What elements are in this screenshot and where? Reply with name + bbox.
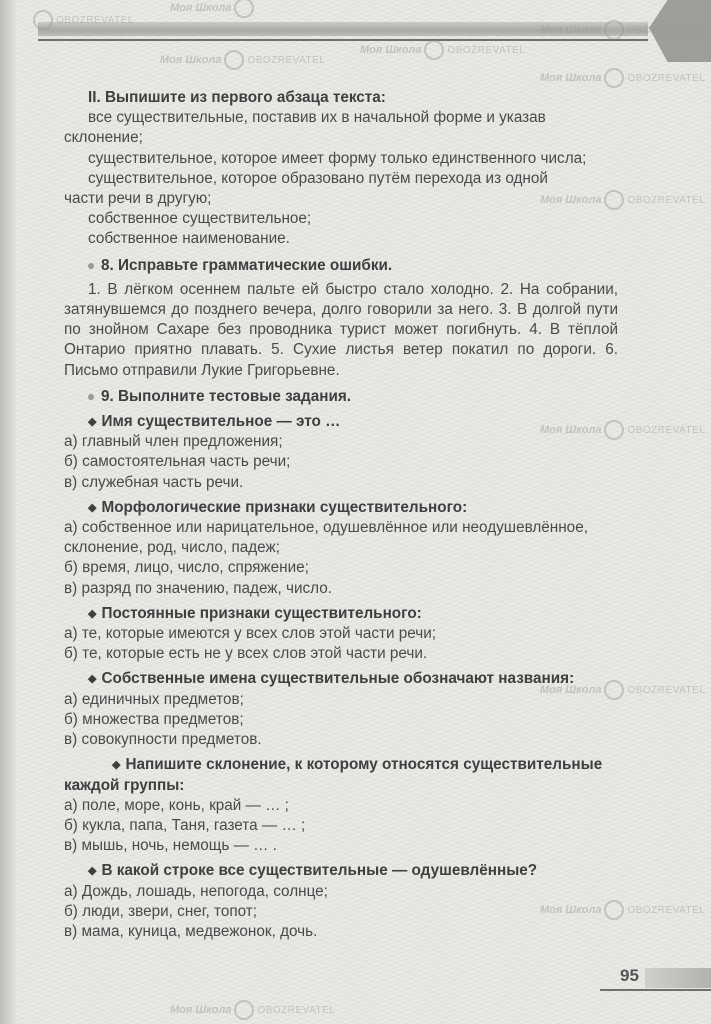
footer-tab — [645, 968, 711, 988]
page-number: 95 — [620, 966, 639, 985]
watermark: Моя Школа OBOZREVATEL — [540, 680, 705, 700]
footer-rule — [600, 989, 711, 991]
test-question-1 — [64, 412, 618, 493]
watermark: OBOZREVATEL — [30, 10, 134, 30]
watermark: Моя Школа OBOZREVATEL — [160, 50, 325, 70]
watermark-logo-icon — [234, 0, 254, 18]
watermark: Моя Школа OBOZREVATEL — [360, 40, 525, 60]
question-text: ◆ Морфологические признаки существительного: — [88, 498, 618, 518]
page-content — [64, 88, 618, 942]
watermark: Моя Школа OBOZREVATEL — [170, 1000, 335, 1020]
watermark: Моя Школа OBOZREVATEL — [540, 68, 705, 88]
task-11-line: собственное наименование. — [88, 230, 290, 248]
page-binding-edge — [0, 0, 16, 1024]
task-11-line: все существительные, поставив их в начальной форме и указав — [88, 109, 546, 127]
question-text: ◆ В какой строке все существительные — одушевлённые? — [88, 861, 618, 881]
task-8-text: 1. В лёгком осеннем пальте ей быстро стало холодно. 2. На собрании, затянувшемся до позднего вечера, долго говорили за него. 3. В долгой пути по знойном Сахаре без проводника турист может погибнуть. 4. В тёплой Онтарио приятно плавать. 5. Сухие листья ветер покатил по дороги. 6. Письмо отправили Лукие Григорьевне. — [64, 280, 618, 379]
watermark-logo-icon — [234, 1000, 254, 1020]
answer-option: б) самостоятельная часть речи; — [64, 453, 291, 471]
answer-option: а) те, которые имеются у всех слов этой части речи; — [64, 625, 437, 643]
task-11-line: собственное существительное; — [88, 210, 312, 228]
answer-option: в) разряд по значению, падеж, число. — [64, 579, 333, 597]
diamond-bullet-icon: ◆ — [112, 759, 121, 772]
question-text: ◆ Постоянные признаки существительного: — [88, 604, 618, 624]
diamond-bullet-icon: ◆ — [88, 673, 97, 686]
watermark: Моя Школа OBOZREVATEL — [540, 190, 705, 210]
task-9-heading: 9. Выполните тестовые задания. — [88, 387, 618, 407]
task-11 — [64, 88, 618, 250]
answer-option: б) множества предметов; — [64, 710, 244, 728]
task-11-line: склонение; — [64, 129, 143, 147]
test-question-3 — [64, 604, 618, 665]
answer-option: б) время, лицо, число, спряжение; — [64, 559, 309, 577]
watermark: Моя Школа OBOZREVATEL — [540, 20, 705, 40]
answer-option: а) собственное или нарицательное, одушевлённое или неодушевлённое, склонение, род, число, падеж; — [64, 519, 588, 557]
task-11-line: существительное, которое имеет форму только единственного числа; — [88, 149, 587, 167]
task-11-line: части речи в другую; — [64, 190, 212, 208]
answer-option: а) единичных предметов; — [64, 690, 244, 708]
diamond-bullet-icon: ◆ — [88, 607, 97, 620]
answer-option: б) кукла, папа, Таня, газета — … ; — [64, 816, 306, 834]
watermark: Моя Школа OBOZREVATEL — [540, 900, 705, 920]
answer-option: в) служебная часть речи. — [64, 473, 244, 491]
task-8 — [64, 256, 618, 381]
question-text: ◆ Имя существительное — это … — [88, 412, 618, 432]
watermark-logo-icon — [604, 20, 624, 40]
answer-option: а) главный член предложения; — [64, 433, 283, 451]
diamond-bullet-icon: ◆ — [88, 501, 97, 514]
test-question-2 — [64, 498, 618, 599]
watermark-logo-icon — [424, 40, 444, 60]
watermark: Моя Школа OBOZREVATEL — [540, 420, 705, 440]
task-11-heading: II. Выпишите из первого абзаца текста: — [88, 89, 386, 106]
watermark-logo-icon — [33, 10, 53, 30]
watermark-logo-icon — [604, 68, 624, 88]
diamond-bullet-icon: ◆ — [88, 865, 97, 878]
task-11-line: существительное, которое образовано путём перехода из одной — [88, 169, 548, 187]
answer-option: а) поле, море, конь, край — … ; — [64, 796, 289, 814]
answer-option: а) Дождь, лошадь, непогода, солнце; — [64, 882, 328, 900]
bullet-icon — [88, 263, 94, 269]
test-question-4 — [64, 669, 618, 750]
test-question-5 — [64, 755, 618, 856]
answer-option: в) мама, куница, медвежонок, дочь. — [64, 922, 318, 940]
task-9 — [64, 387, 618, 942]
answer-option: б) люди, звери, снег, топот; — [64, 902, 258, 920]
task-8-heading: 8. Исправьте грамматические ошибки. — [88, 256, 618, 276]
diamond-bullet-icon: ◆ — [88, 416, 97, 429]
watermark: Моя Школа — [170, 0, 257, 18]
question-text: ◆ Напишите склонение, к которому относятся существительные каждой группы: — [64, 756, 603, 794]
watermark-logo-icon — [224, 50, 244, 70]
answer-option: в) мышь, ночь, немощь — … . — [64, 837, 277, 855]
bullet-icon — [88, 394, 94, 400]
question-text: ◆ Собственные имена существительные обозначают названия: — [88, 669, 618, 689]
answer-option: б) те, которые есть не у всех слов этой части речи. — [64, 645, 428, 663]
answer-option: в) совокупности предметов. — [64, 731, 262, 749]
test-question-6 — [64, 861, 618, 942]
